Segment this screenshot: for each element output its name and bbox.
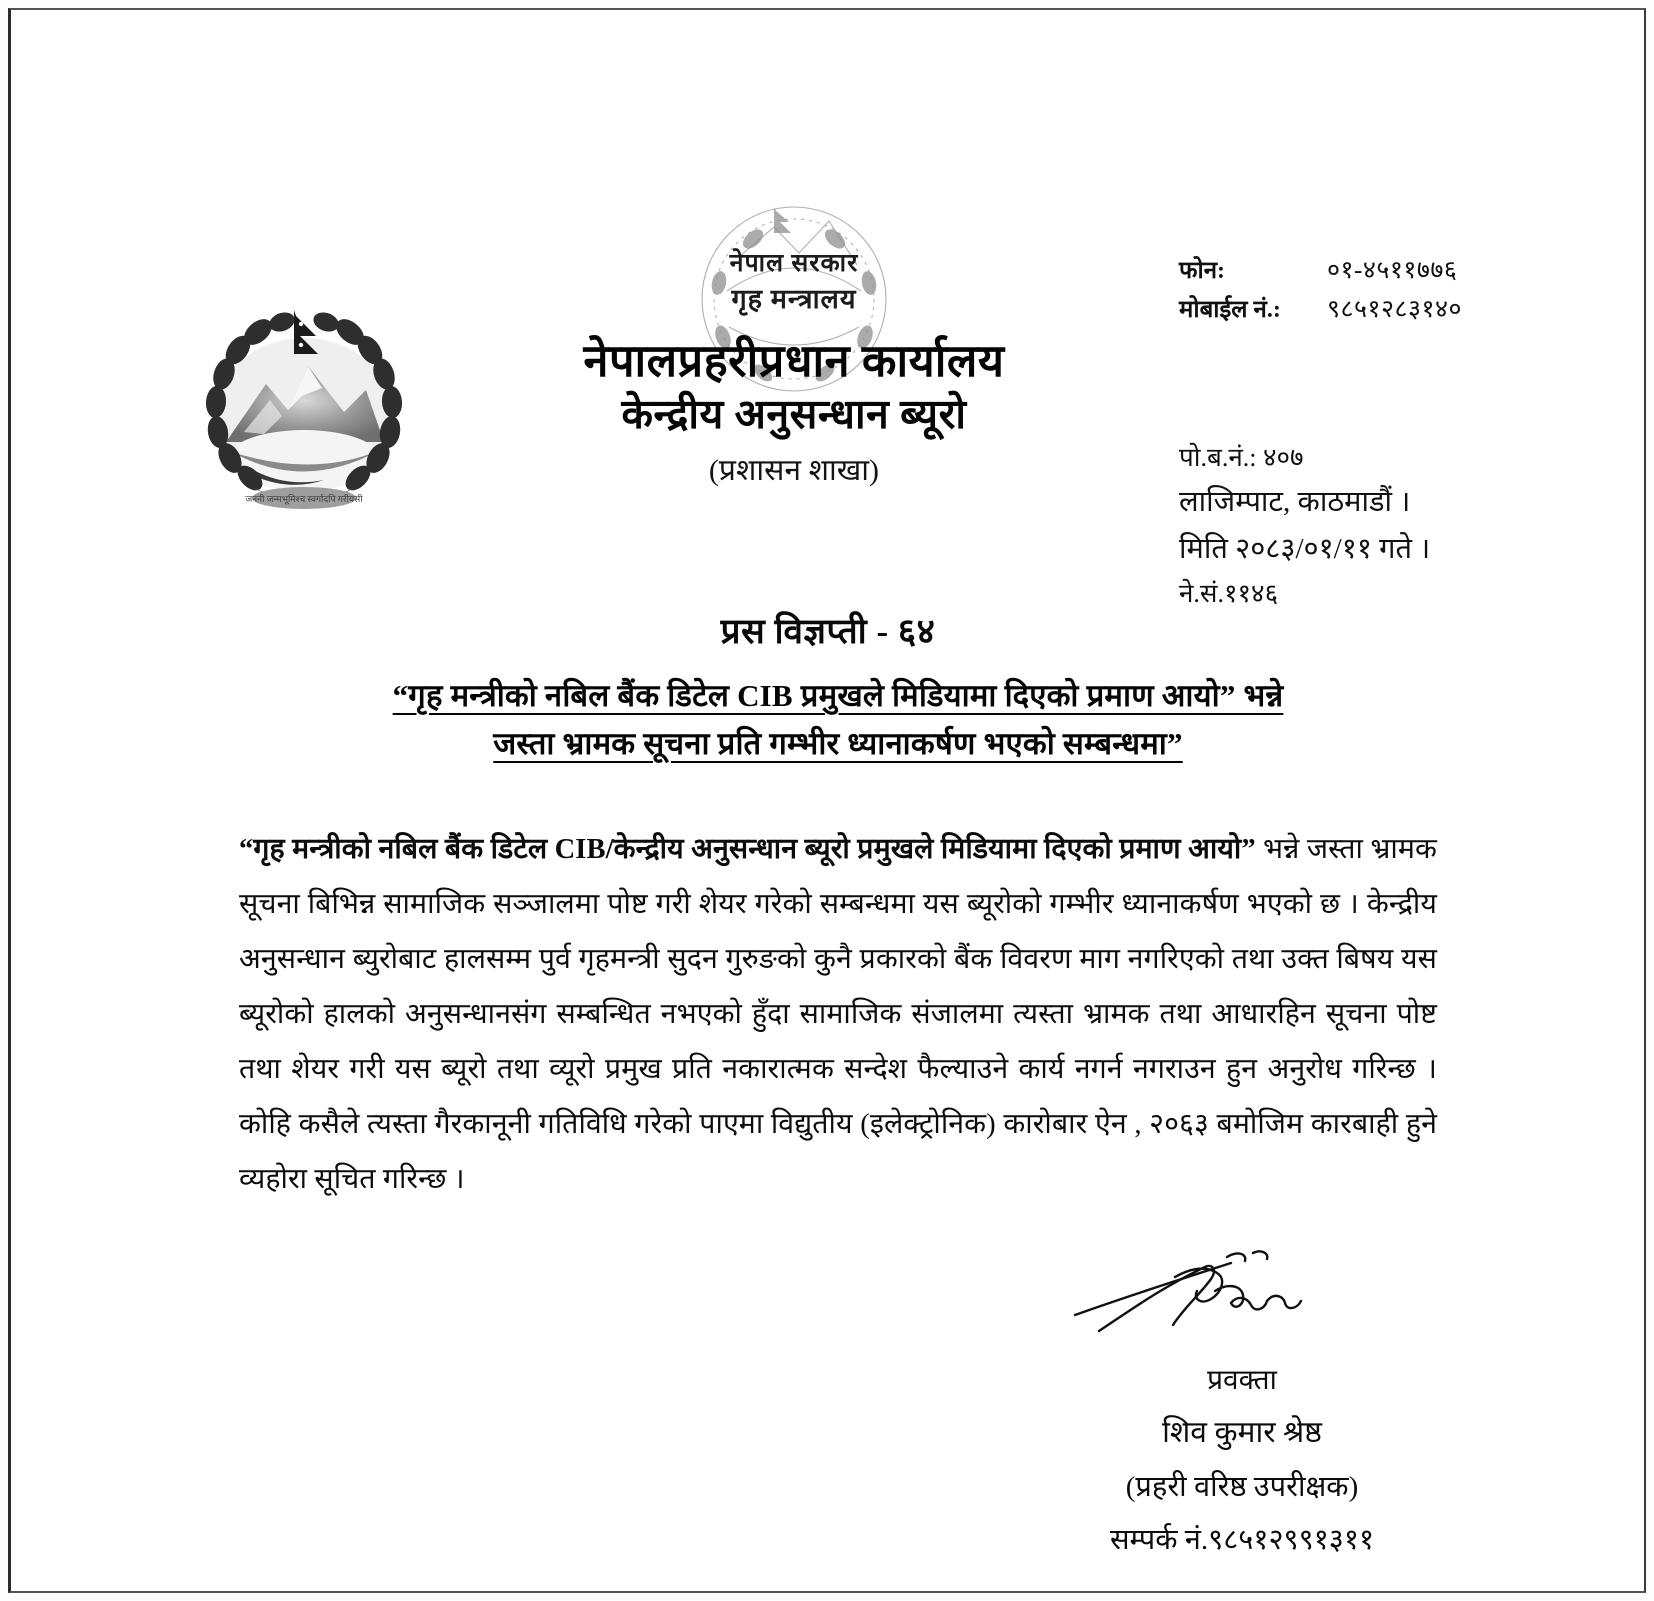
phone-value: ०१-४५११७७६	[1327, 257, 1458, 284]
ministry-seal-watermark	[454, 197, 1134, 317]
seal-line-nepal-government: नेपाल सरकार	[729, 250, 859, 277]
press-body	[239, 822, 1437, 1207]
bureau-name: केन्द्रीय अनुसन्धान ब्यूरो	[621, 391, 967, 438]
mobile-row	[1179, 291, 1599, 330]
signatory-rank: (प्रहरी वरिष्ठ उपरीक्षक)	[1125, 1470, 1359, 1503]
seal-line-home-ministry: गृह मन्त्रालय	[731, 284, 857, 314]
po-box: पो.ब.नं.: ४०७	[1179, 443, 1304, 472]
title-line-2	[234, 720, 1442, 768]
signatory-role: प्रवक्ता	[1207, 1365, 1277, 1396]
branch-name: (प्रशासन शाखा)	[708, 454, 880, 488]
office-name: नेपालप्रहरीप्रधान कार्यालय	[583, 336, 1005, 386]
press-title	[234, 672, 1442, 768]
contact-info	[1179, 252, 1599, 330]
svg-text:जननी जन्मभूमिश्च स्वर्गादपि गर: जननी जन्मभूमिश्च स्वर्गादपि गरीयसी	[245, 494, 363, 504]
body-remainder: भन्ने जस्ता भ्रामक सूचना बिभिन्न सामाजिक सञ्जालमा पोष्ट गरी शेयर गरेको सम्बन्धमा यस ब्यूरोको गम्भीर ध्यानाकर्षण भएको छ । केन्द्रीय अनुसन्धान ब्युरोबाट हालसम्म पुर्व गृहमन्त्री सुदन गुरुङको कुनै प्रकारको बैंक विवरण माग नगरिएको तथा उक्त बिषय यस ब्यूरोको हालको अनुसन्धानसंग सम्बन्धित नभएको हुँदा सामाजिक संजालमा त्यस्ता भ्रामक तथा आधारहिन सूचना पोष्ट तथा शेयर गरी यस ब्यूरो तथा व्यूरो प्रमुख प्रति नकारात्मक सन्देश फैल्याउने कार्य नगर्न नगराउन हुन अनुरोध गरिन्छ । कोहि कसैले त्यस्ता गैरकानूनी गतिविधि गरेको पाएमा विद्युतीय (इलेक्ट्रोनिक) कारोबार ऐन , २०६३ बमोजिम कारबाही हुने व्यहोरा सूचित गरिन्छ ।	[239, 834, 1437, 1195]
mobile-label: मोबाईल नं.:	[1179, 296, 1281, 323]
letterhead-center	[454, 197, 1134, 490]
mobile-value: ९८५१२८३१४०	[1327, 295, 1463, 323]
signatory-contact: सम्पर्क नं.९८५१२९९१३११	[1109, 1523, 1375, 1556]
phone-label: फोन:	[1179, 258, 1226, 284]
letter-sheet	[24, 22, 1632, 1581]
signature-block	[1027, 1247, 1457, 1563]
signatory-name: शिव कुमार श्रेष्ठ	[1162, 1416, 1322, 1450]
press-release-number	[24, 607, 1632, 654]
title-line-2-text: जस्ता भ्रामक सूचना प्रति गम्भीर ध्यानाकर्षण भएको सम्बन्धमा”	[493, 726, 1183, 762]
body-lead-quote: “गृह मन्त्रीको नबिल बैंक डिटेल CIB/केन्द्रीय अनुसन्धान ब्यूरो प्रमुखले मिडियामा दिएको प्रमाण आयो”	[239, 834, 1256, 865]
nepal-government-emblem-icon	[184, 292, 424, 522]
title-line-1	[234, 672, 1442, 720]
title-line-1-text: “गृह मन्त्रीको नबिल बैंक डिटेल CIB प्रमुखले मिडियामा दिएको प्रमाण आयो” भन्ने	[392, 678, 1284, 713]
office-location: लाजिम्पाट, काठमाडौं ।	[1179, 486, 1411, 519]
reference-number: ने.सं.११४६	[1179, 579, 1279, 609]
handwritten-signature-icon	[1027, 1247, 1457, 1357]
phone-row	[1179, 252, 1599, 291]
letterhead-header	[24, 22, 1632, 609]
press-release-number-text: प्रस विज्ञप्ती - ६४	[720, 612, 936, 651]
document-date: मिति २०८३/०१/११ गते ।	[1179, 533, 1431, 566]
address-info	[1179, 437, 1609, 615]
